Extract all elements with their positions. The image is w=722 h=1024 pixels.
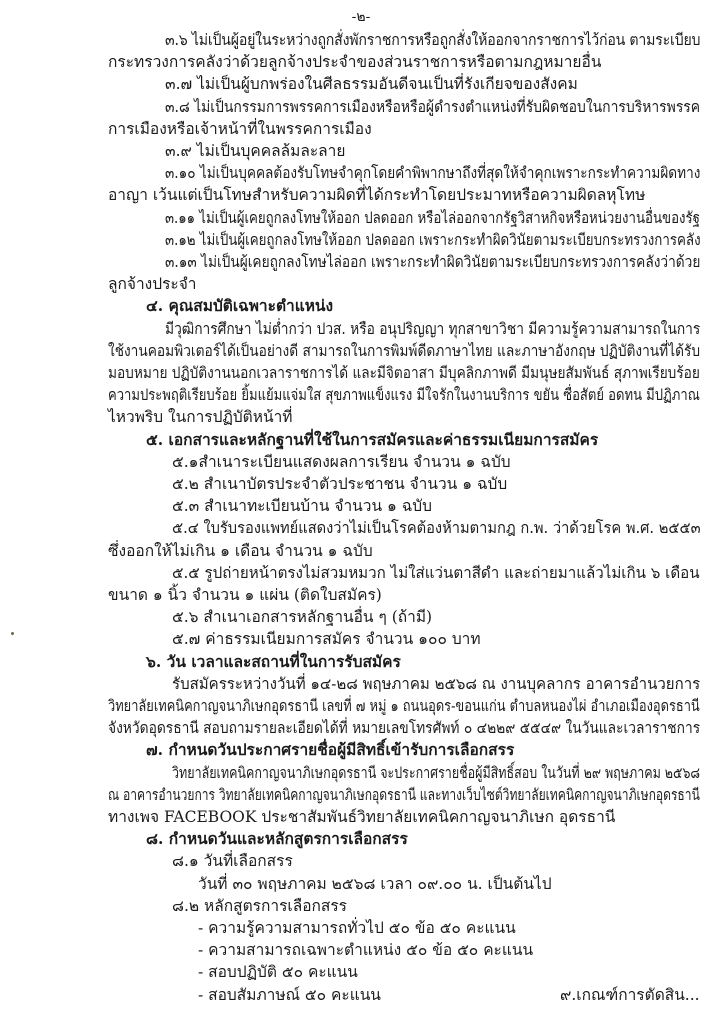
section-7-para-line-3: ทางเพจ FACEBOOK ประชาสัมพันธ์วิทยาลัยเทคนิคกาญจนาภิเษก อุดรธานี (108, 808, 616, 826)
clause-5-1: ๕.๑สำเนาระเบียนแสดงผลการเรียน จำนวน ๑ ฉบับ (172, 452, 511, 471)
section-6-para-line-2: วิทยาลัยเทคนิคกาญจนาภิเษกอุดรธานี เลขที่ ๗ หมู่ ๑ ถนนอุดร-ขอนแก่น ตำบลหนองไผ่ อำเภอเมืองอุดรธานี (108, 697, 700, 715)
continuation-note: ๙.เกณฑ์การตัดสิน... (560, 985, 700, 1004)
section-4-para-line-2: ใช้งานคอมพิวเตอร์ได้เป็นอย่างดี สามารถในการพิมพ์ดีดภาษาไทย และภาษาอังกฤษ ปฏิบัติงานที่ได้รับ (108, 341, 701, 360)
clause-3-12: ๓.๑๒ ไม่เป็นผู้เคยถูกลงโทษให้ออก ปลดออก เพราะกระทำผิดวินัยตามระเบียบกระทรวงการคลัง (165, 230, 701, 249)
clause-5-5-cont: ขนาด ๑ นิ้ว จำนวน ๑ แผ่น (ติดใบสมัคร) (108, 586, 382, 604)
clause-8-2: ๘.๒ หลักสูตรการเลือกสรร (172, 896, 347, 915)
section-4-para-line-1: มีวุฒิการศึกษา ไม่ต่ำกว่า ปวส. หรือ อนุปริญญา ทุกสาขาวิชา มีความรู้ความสามารถในการ (165, 319, 701, 338)
clause-3-10-cont: อาญา เว้นแต่เป็นโทษสำหรับความผิดที่ได้กระทำโดยประมาทหรือความผิดลหุโทษ (108, 186, 646, 205)
section-7-heading: ๗. กำหนดวันประกาศรายชื่อผู้มีสิทธิ์เข้ารับการเลือกสรร (146, 740, 515, 760)
section-5-heading: ๕. เอกสารและหลักฐานที่ใช้ในการสมัครและค่าธรรมเนียมการสมัคร (146, 429, 599, 449)
section-7-para-line-2: ณ อาคารอำนวยการ วิทยาลัยเทคนิคกาญจนาภิเษกอุดรธานี และทางเว็บไซต์วิทยาลัยเทคนิคกาญจนาภิเษกอุดรธานี (108, 785, 700, 804)
section-6-para-line-1: รับสมัครระหว่างวันที่ ๑๔-๒๘ พฤษภาคม ๒๕๖๘ ณ งานบุคลากร อาคารอำนวยการ (172, 674, 701, 693)
section-4-para-line-4: ความประพฤติเรียบร้อย ยิ้มแย้มแจ่มใส สุขภาพแข็งแรง มีใจรักในงานบริการ ขยัน ซื่อสัตย์ อดทน มีปฏิภาณ (108, 386, 700, 405)
exam-item-practical: - สอบปฏิบัติ ๕๐ คะแนน (198, 963, 358, 982)
clause-3-6-cont: กระทรวงการคลังว่าด้วยลูกจ้างประจำของส่วนราชการหรือตามกฎหมายอื่น (108, 53, 602, 72)
clause-3-10: ๓.๑๐ ไม่เป็นบุคคลต้องรับโทษจำคุกโดยคำพิพากษาถึงที่สุดให้จำคุกเพราะกระทำความผิดทาง (165, 164, 701, 183)
clause-3-11: ๓.๑๑ ไม่เป็นผู้เคยถูกลงโทษให้ออก ปลดออก หรือไล่ออกจากรัฐวิสาหกิจหรือหน่วยงานอื่นของรัฐ (165, 208, 700, 227)
clause-5-6: ๕.๖ สำเนาเอกสารหลักฐานอื่น ๆ (ถ้ามี) (172, 608, 433, 627)
clause-5-7: ๕.๗ ค่าธรรมเนียมการสมัคร จำนวน ๑๐๐ บาท (172, 630, 481, 649)
clause-5-5: ๕.๕ รูปถ่ายหน้าตรงไม่สวมหมวก ไม่ใส่แว่นตาสีดำ และถ่ายมาแล้วไม่เกิน ๖ เดือน (172, 563, 700, 582)
section-4-para-line-5: ไหวพริบ ในการปฏิบัติหน้าที่ (108, 408, 293, 427)
section-7-para-line-1: วิทยาลัยเทคนิคกาญจนาภิเษกอุดรธานี จะประกาศรายชื่อผู้มีสิทธิ์สอบ ในวันที่ ๒๙ พฤษภาคม ๒๕๖๘ (172, 763, 701, 782)
clause-5-4-cont: ซึ่งออกให้ไม่เกิน ๑ เดือน จำนวน ๑ ฉบับ (108, 541, 373, 560)
clause-3-9: ๓.๙ ไม่เป็นบุคคลล้มละลาย (165, 142, 346, 160)
clause-8-1-date: วันที่ ๓๐ พฤษภาคม ๒๕๖๘ เวลา ๐๙.๐๐ น. เป็นต้นไป (198, 874, 552, 893)
clause-3-6: ๓.๖ ไม่เป็นผู้อยู่ในระหว่างถูกสั่งพักราชการหรือถูกสั่งให้ออกจากราชการไว้ก่อน ตามระเบียบ (165, 31, 701, 49)
clause-5-4: ๕.๔ ใบรับรองแพทย์แสดงว่าไม่เป็นโรคต้องห้ามตามกฎ ก.พ. ว่าด้วยโรค พ.ศ. ๒๕๕๓ (172, 519, 701, 538)
clause-3-8-cont: การเมืองหรือเจ้าหน้าที่ในพรรคการเมือง (108, 119, 372, 138)
exam-item-interview: - สอบสัมภาษณ์ ๕๐ คะแนน (198, 985, 381, 1004)
exam-item-specific: - ความสามารถเฉพาะตำแหน่ง ๕๐ ข้อ ๕๐ คะแนน (198, 941, 534, 960)
clause-5-3: ๕.๓ สำเนาทะเบียนบ้าน จำนวน ๑ ฉบับ (172, 497, 432, 516)
clause-8-1: ๘.๑ วันที่เลือกสรร (172, 852, 293, 871)
section-6-para-line-3: จังหวัดอุดรธานี สอบถามรายละเอียดได้ที่ หมายเลขโทรศัพท์ ๐ ๔๒๒๙ ๕๕๔๙ ในวันและเวลาราชการ (108, 719, 701, 738)
clause-3-8: ๓.๘ ไม่เป็นกรรมการพรรคการเมืองหรือหรือผู้ดำรงตำแหน่งที่รับผิดชอบในการบริหารพรรค (165, 97, 701, 116)
section-6-heading: ๖. วัน เวลาและสถานที่ในการรับสมัคร (146, 651, 401, 671)
section-8-heading: ๘. กำหนดวันและหลักสูตรการเลือกสรร (146, 829, 408, 849)
scan-speck (11, 632, 14, 635)
page-number: -๒- (351, 9, 371, 25)
clause-3-7: ๓.๗ ไม่เป็นผู้บกพร่องในศีลธรรมอันดีจนเป็นที่รังเกียจของสังคม (165, 75, 578, 94)
exam-item-general: - ความรู้ความสามารถทั่วไป ๕๐ ข้อ ๕๐ คะแนน (198, 919, 516, 937)
clause-5-2: ๕.๒ สำเนาบัตรประจำตัวประชาชน จำนวน ๑ ฉบับ (172, 475, 508, 493)
clause-3-13-cont: ลูกจ้างประจำ (108, 275, 197, 294)
section-4-heading: ๔. คุณสมบัติเฉพาะตำแหน่ง (146, 296, 334, 316)
clause-3-13: ๓.๑๓ ไม่เป็นผู้เคยถูกลงโทษไล่ออก เพราะกระทำผิดวินัยตามระเบียบกระทรวงการคลังว่าด้วย (165, 253, 701, 271)
section-4-para-line-3: มอบหมาย ปฏิบัติงานนอกเวลาราชการได้ และมีจิตอาสา มีบุคลิกภาพดี มีมนุษยสัมพันธ์ สุภาพเรียบร้อย (108, 364, 700, 382)
